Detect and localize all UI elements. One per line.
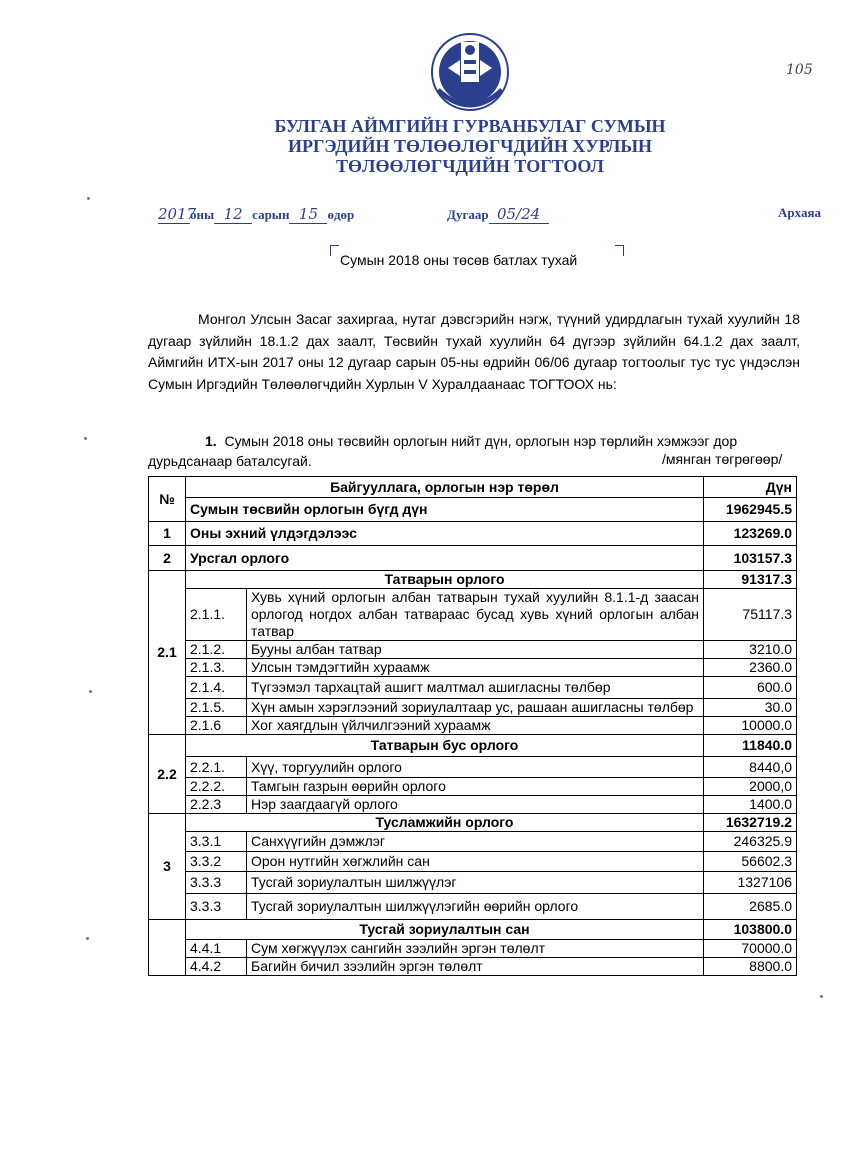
row-code: 2.2.1. bbox=[186, 757, 247, 778]
row-code: 2.1.3. bbox=[186, 659, 247, 677]
table-row bbox=[149, 659, 797, 677]
year-handwritten: 2017 bbox=[158, 205, 197, 223]
table-row bbox=[149, 894, 797, 920]
table-row bbox=[149, 940, 797, 958]
row-name: Тусгай зориулалтын шилжүүлэгийн өөрийн орлого bbox=[247, 894, 704, 920]
row-code: 2.1.4. bbox=[186, 677, 247, 699]
row-amount: 8800.0 bbox=[704, 958, 797, 976]
table-row bbox=[149, 832, 797, 852]
section-title: Татварын бус орлого bbox=[186, 735, 704, 757]
preamble-text: Монгол Улсын Засаг захиргаа, нутаг дэвсгэрийн нэгж, түүний удирдлагын тухай хуулийн 18 дугаар зүйлийн 18.1.2 дах заалт, Төсвийн тухай хуулийн 64 дүгээр зүйлийн 64.1.2 дах заалт, Аймгийн ИТХ-ын 2017 оны 12 дугаар сарын 05-ны өдрийн 06/06 дугаар тогтоолыг тус тус үндэслэн Сумын Иргэдийн Төлөөлөгчдийн Хурлын V Хуралдаанаас ТОГТООХ нь: bbox=[148, 311, 800, 392]
section-amount: 91317.3 bbox=[704, 571, 797, 589]
row-amount: 1400.0 bbox=[704, 796, 797, 814]
scan-speck bbox=[820, 995, 823, 998]
section-header-row bbox=[149, 920, 797, 940]
table-row bbox=[149, 677, 797, 699]
scan-speck bbox=[86, 937, 89, 940]
day-suffix: өдөр bbox=[327, 207, 355, 222]
table-row bbox=[149, 757, 797, 778]
location: Архаяа bbox=[778, 205, 821, 220]
section-amount: 11840.0 bbox=[704, 735, 797, 757]
table-row bbox=[149, 796, 797, 814]
number-handwritten: 05/24 bbox=[489, 205, 549, 224]
row-code: 3.3.3 bbox=[186, 872, 247, 894]
row-name: Бууны албан татвар bbox=[247, 641, 704, 659]
row-name: Багийн бичил зээлийн эргэн төлөлт bbox=[247, 958, 704, 976]
row-code: 4.4.1 bbox=[186, 940, 247, 958]
row-name: Тамгын газрын өөрийн орлого bbox=[247, 778, 704, 796]
section-title: Тусламжийн орлого bbox=[186, 814, 704, 832]
total-name: Сумын төсвийн орлогын бүгд дүн bbox=[186, 498, 704, 522]
row-code: 4.4.2 bbox=[186, 958, 247, 976]
row-name: Хүү, торгуулийн орлого bbox=[247, 757, 704, 778]
section-amount: 103800.0 bbox=[704, 920, 797, 940]
total-row bbox=[149, 498, 797, 522]
row-code: 2.2.3 bbox=[186, 796, 247, 814]
table-row bbox=[149, 958, 797, 976]
date-line bbox=[158, 205, 354, 224]
section-title: Тусгай зориулалтын сан bbox=[186, 920, 704, 940]
month-handwritten: 12 bbox=[214, 205, 252, 224]
section-header-row bbox=[149, 735, 797, 757]
section-no: 3 bbox=[149, 814, 186, 920]
state-emblem-icon bbox=[420, 30, 520, 115]
row-name: Түгээмэл тархацтай ашигт малтмал ашигласны төлбөр bbox=[247, 677, 704, 699]
title-line-1: БУЛГАН АЙМГИЙН ГУРВАНБУЛАГ СУМЫН bbox=[274, 116, 666, 136]
row-amount: 10000.0 bbox=[704, 717, 797, 735]
row-code: 2.2.2. bbox=[186, 778, 247, 796]
row-amount: 246325.9 bbox=[704, 832, 797, 852]
total-amount: 1962945.5 bbox=[704, 498, 797, 522]
row-name: Хог хаягдлын үйлчилгээний хураамж bbox=[247, 717, 704, 735]
handwritten-page-number: 105 bbox=[786, 62, 813, 78]
section-no bbox=[149, 920, 186, 976]
subject-title: Сумын 2018 оны төсөв батлах тухай bbox=[340, 252, 578, 268]
row-code: 3.3.3 bbox=[186, 894, 247, 920]
table-row bbox=[149, 872, 797, 894]
row-name: Улсын тэмдэгтийн хураамж bbox=[247, 659, 704, 677]
section-title: Татварын орлого bbox=[186, 571, 704, 589]
unit-label: /мянган төгрөгөөр/ bbox=[662, 451, 783, 467]
row-code: 3.3.2 bbox=[186, 852, 247, 872]
section-header-row bbox=[149, 571, 797, 589]
row-amount: 3210.0 bbox=[704, 641, 797, 659]
row-amount: 2685.0 bbox=[704, 894, 797, 920]
table-header-row bbox=[149, 477, 797, 498]
table-row bbox=[149, 778, 797, 796]
row-name: Нэр заагдаагүй орлого bbox=[247, 796, 704, 814]
scan-speck bbox=[87, 197, 90, 200]
table-row bbox=[149, 546, 797, 571]
row-name: Тусгай зориулалтын шилжүүлэг bbox=[247, 872, 704, 894]
row-amount: 1327106 bbox=[704, 872, 797, 894]
row-name: Оны эхний үлдэгдэлээс bbox=[186, 522, 704, 546]
header-amount: Дүн bbox=[704, 477, 797, 498]
scan-speck bbox=[89, 690, 92, 693]
month-suffix: сарын bbox=[252, 207, 290, 222]
table-row bbox=[149, 717, 797, 735]
row-name: Орон нутгийн хөгжлийн сан bbox=[247, 852, 704, 872]
section-amount: 1632719.2 bbox=[704, 814, 797, 832]
row-amount: 75117.3 bbox=[704, 589, 797, 641]
section-no: 2.1 bbox=[149, 571, 186, 735]
row-name: Хүн амын хэрэглээний зориулалтаар ус, рашаан ашигласны төлбөр bbox=[247, 699, 704, 717]
budget-table bbox=[148, 476, 797, 976]
table-row bbox=[149, 522, 797, 546]
row-amount: 2000,0 bbox=[704, 778, 797, 796]
row-no: 1 bbox=[149, 522, 186, 546]
row-amount: 103157.3 bbox=[704, 546, 797, 571]
header-name: Байгууллага, орлогын нэр төрөл bbox=[186, 477, 704, 498]
section-header-row bbox=[149, 814, 797, 832]
row-name: Урсгал орлого bbox=[186, 546, 704, 571]
row-amount: 123269.0 bbox=[704, 522, 797, 546]
title-line-3: ТӨЛӨӨЛӨГЧДИЙН ТОГТООЛ bbox=[336, 156, 604, 176]
row-no: 2 bbox=[149, 546, 186, 571]
row-amount: 8440,0 bbox=[704, 757, 797, 778]
row-code: 2.1.2. bbox=[186, 641, 247, 659]
title-line-2: ИРГЭДИЙН ТӨЛӨӨЛӨГЧДИЙН ХУРЛЫН bbox=[287, 136, 652, 156]
table-row bbox=[149, 852, 797, 872]
number-label: Дугаар bbox=[447, 207, 489, 222]
scan-speck bbox=[84, 437, 87, 440]
table-row bbox=[149, 641, 797, 659]
header-no: № bbox=[149, 477, 186, 522]
table-row bbox=[149, 589, 797, 641]
item-1-text: Сумын 2018 оны төсвийн орлогын нийт дүн, орлогын нэр төрлийн хэмжээг дор дурьдсанаар баталсугай. bbox=[148, 433, 738, 469]
row-name: Сум хөгжүүлэх сангийн зээлийн эргэн төлөлт bbox=[247, 940, 704, 958]
preamble-paragraph bbox=[148, 309, 800, 395]
year-suffix: оны bbox=[190, 207, 215, 222]
row-name: Санхүүгийн дэмжлэг bbox=[247, 832, 704, 852]
day-handwritten: 15 bbox=[289, 205, 327, 224]
row-amount: 600.0 bbox=[704, 677, 797, 699]
row-code: 2.1.6 bbox=[186, 717, 247, 735]
table-row bbox=[149, 699, 797, 717]
row-amount: 30.0 bbox=[704, 699, 797, 717]
section-no: 2.2 bbox=[149, 735, 186, 814]
row-code: 3.3.1 bbox=[186, 832, 247, 852]
item-1-number: 1. bbox=[205, 433, 217, 449]
bracket-right bbox=[615, 245, 624, 256]
row-name: Хувь хүний орлогын албан татварын тухай хуулийн 8.1.1-д заасан орлогод ногдох албан татвараас бусад хувь хүний орлогын албан татвар bbox=[247, 589, 704, 641]
row-amount: 56602.3 bbox=[704, 852, 797, 872]
row-code: 2.1.1. bbox=[186, 589, 247, 641]
row-code: 2.1.5. bbox=[186, 699, 247, 717]
bracket-left bbox=[330, 245, 339, 256]
row-amount: 70000.0 bbox=[704, 940, 797, 958]
resolution-number bbox=[447, 205, 549, 224]
row-amount: 2360.0 bbox=[704, 659, 797, 677]
